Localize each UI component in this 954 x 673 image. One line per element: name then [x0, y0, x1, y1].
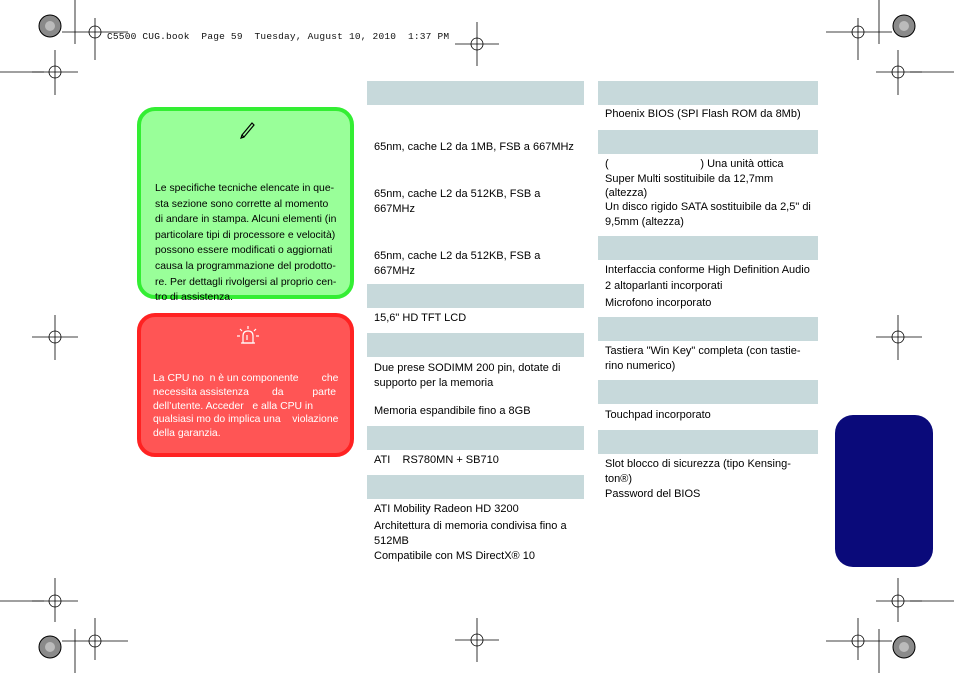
cpu-spec-1: 65nm, cache L2 da 1MB, FSB a 667MHz [374, 141, 574, 153]
note-box [137, 107, 354, 304]
cpu-spec-3 [374, 249, 579, 278]
storage-spec-1-line: ( ) Una unità ottica [605, 158, 784, 170]
cpu-spec-2-line: 65nm, cache L2 da 512KB, FSB a [374, 188, 541, 200]
note-line: sta sezione sono corrette al momento [155, 198, 329, 210]
section-header-pointing [598, 380, 818, 404]
cpu-spec-3-line: 65nm, cache L2 da 512KB, FSB a [374, 250, 541, 262]
video-spec-2-line: 512MB [374, 534, 409, 547]
warning-line: dell’utente. Acceder e alla CPU in [153, 400, 313, 412]
warning-text [153, 372, 345, 441]
storage-spec-2-line: 9,5mm (altezza) [605, 215, 684, 228]
memory-spec-2: Memoria espandibile fino a 8GB [374, 405, 531, 417]
section-header-security [598, 430, 818, 454]
storage-spec-1-line: Super Multi sostituibile da 12,7mm [605, 172, 774, 185]
storage-spec-2-line: Un disco rigido SATA sostituibile da 2,5" di [605, 201, 811, 213]
section-header-display [367, 284, 584, 308]
audio-spec-3: Microfono incorporato [605, 297, 712, 309]
audio-spec-1: Interfaccia conforme High Definition Audio [605, 264, 810, 276]
note-line: tro di assistenza. [155, 292, 233, 304]
security-spec-1-line: Slot blocco di sicurezza (tipo Kensing- [605, 458, 791, 470]
section-header-storage [598, 130, 818, 154]
warning-line: qualsiasi mo do implica una violazione [153, 414, 339, 426]
pointing-spec: Touchpad incorporato [605, 409, 711, 421]
warning-box [137, 313, 354, 457]
note-line: re. Per dettagli rivolgersi al proprio cen- [155, 276, 337, 288]
memory-spec-1-line: supporto per la memoria [374, 376, 494, 389]
warning-line: necessita assistenza da parte [153, 386, 337, 398]
chipset-spec: ATI RS780MN + SB710 [374, 454, 499, 466]
keyboard-spec-line: rino numerico) [605, 359, 676, 372]
memory-spec-1-line: Due prese SODIMM 200 pin, dotate di [374, 362, 561, 374]
storage-spec-2 [605, 200, 817, 229]
note-line: causa la programmazione del prodotto- [155, 260, 336, 272]
section-header-cpu [367, 81, 584, 105]
print-header: C5500 CUG.book Page 59 Tuesday, August 10, 2010 1:37 PM [107, 31, 450, 42]
note-line: possono essere modificati o aggiornati [155, 245, 333, 257]
video-spec-2-line: Architettura di memoria condivisa fino a [374, 520, 567, 532]
section-header-bios [598, 81, 818, 105]
note-line: Le specifiche tecniche elencate in que- [155, 183, 335, 194]
cpu-spec-2 [374, 187, 579, 216]
memory-spec-1 [374, 361, 579, 390]
note-text [155, 181, 343, 306]
warning-line: della garanzia. [153, 428, 221, 440]
section-header-audio [598, 236, 818, 260]
spec-column-right [598, 0, 818, 673]
bios-spec: Phoenix BIOS (SPI Flash ROM da 8Mb) [605, 108, 801, 120]
audio-spec-2: 2 altoparlanti incorporati [605, 280, 723, 292]
section-header-memory [367, 333, 584, 357]
section-header-video [367, 475, 584, 499]
note-line: di andare in stampa. Alcuni elementi (in [155, 214, 337, 226]
alarm-icon [236, 325, 260, 347]
spec-column-left [367, 0, 584, 673]
warning-line: La CPU no n è un componente che [153, 373, 339, 384]
keyboard-spec-line: Tastiera "Win Key" completa (con tastie- [605, 345, 801, 357]
display-spec: 15,6" HD TFT LCD [374, 312, 467, 324]
video-spec-3: Compatibile con MS DirectX® 10 [374, 550, 535, 562]
pen-icon [238, 119, 258, 139]
keyboard-spec [605, 344, 817, 373]
cpu-spec-3-line: 667MHz [374, 264, 415, 277]
security-spec-1-line: ton®) [605, 472, 633, 485]
storage-spec-1 [605, 157, 817, 201]
note-line: particolare tipi di processore e velocità) [155, 229, 336, 241]
security-spec-2: Password del BIOS [605, 488, 701, 500]
chapter-side-tab [835, 415, 933, 567]
section-header-keyboard [598, 317, 818, 341]
video-spec-2 [374, 519, 579, 548]
video-spec-1: ATI Mobility Radeon HD 3200 [374, 503, 519, 515]
security-spec-1 [605, 457, 817, 486]
cpu-spec-2-line: 667MHz [374, 202, 415, 215]
section-header-chipset [367, 426, 584, 450]
storage-spec-1-line: (altezza) [605, 187, 648, 199]
